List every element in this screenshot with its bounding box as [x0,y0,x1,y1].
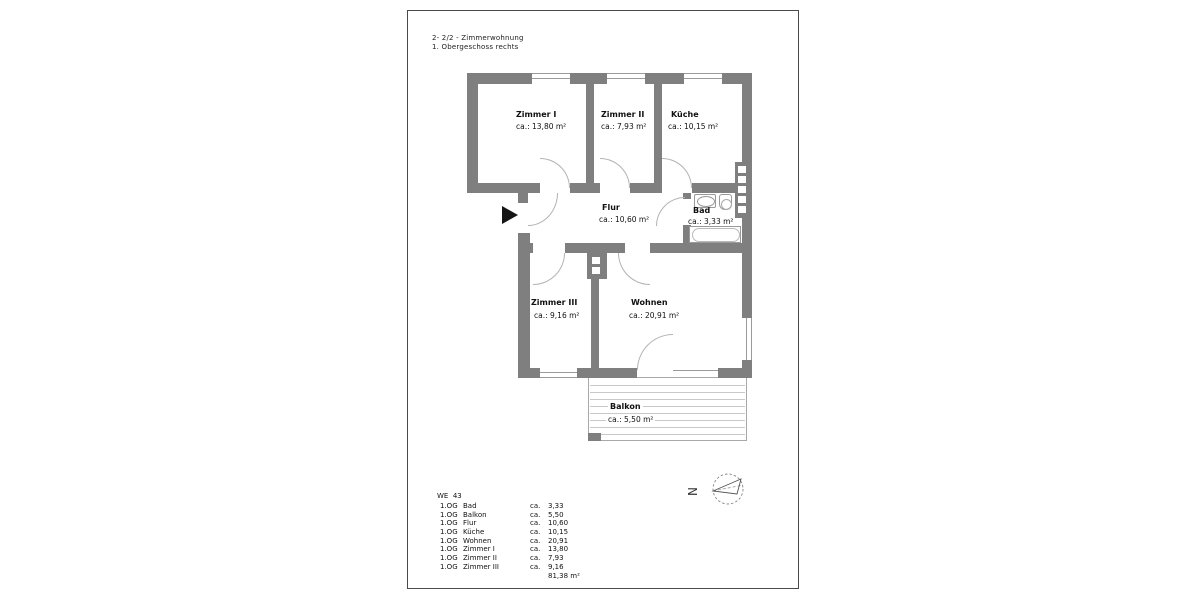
wall-segment [650,243,752,253]
shaft-opening [592,257,600,264]
bathtub-inner [692,228,740,242]
table-row [440,554,580,563]
cell-room: Bad [463,502,477,510]
wall-segment [467,183,540,193]
wall-segment [518,233,530,378]
cell-ca: ca. [530,510,541,519]
table-row [440,502,580,511]
cell-floor: 1.OG [440,536,458,545]
cell-ca: ca. [530,519,541,528]
window-line [532,78,570,79]
table-total-row [440,572,580,581]
cell-empty [463,572,530,581]
room-area-zimmer1: ca.: 13,80 m² [516,122,567,131]
cell-floor: 1.OG [440,545,458,554]
table-row [440,519,580,528]
wall-segment [467,84,478,193]
table-row [440,545,580,554]
room-area-zimmer3: ca.: 9,16 m² [534,311,580,320]
wall-segment [570,73,607,84]
deck-line [590,385,745,386]
deck-line [590,392,745,393]
toilet-bowl [721,199,732,210]
window-line [532,73,570,74]
balcony-door-sill [673,370,718,371]
window-line [684,73,722,74]
room-label-flur: Flur [602,203,620,212]
wall-segment [570,183,600,193]
room-label-zimmer2: Zimmer II [601,110,645,119]
shaft-opening [738,176,746,183]
wall-segment [722,73,752,84]
table-row [440,528,580,537]
cell-room: Zimmer III [463,562,499,571]
plan-subtitle: 1. Obergeschoss rechts [432,43,519,51]
deck-line [590,399,745,400]
cell-ca: ca. [530,502,541,510]
shaft-opening [738,186,746,193]
cell-room: Zimmer II [463,554,497,563]
room-area-bad: ca.: 3,33 m² [688,217,734,226]
cell-value: 7,93 [548,554,564,563]
cell-value: 10,60 [548,519,569,528]
table-row [440,537,580,546]
wall-zimmer1-zimmer2 [586,84,594,183]
wall-zimmer2-kueche [654,84,662,193]
area-table [437,491,580,580]
cell-value: 20,91 [548,536,569,545]
north-label: N [686,487,700,496]
balcony-wall-stub [588,433,601,441]
room-label-kueche: Küche [671,110,699,119]
window-line [751,318,752,360]
plan-title: 2- 2/2 - Zimmerwohnung [432,34,524,42]
cell-room: Küche [463,528,485,537]
deck-line [590,413,745,414]
room-area-flur: ca.: 10,60 m² [599,215,650,224]
compass-rose [702,468,754,512]
cell-floor: 1.OG [440,519,458,528]
cell-ca: ca. [530,545,541,554]
cell-value: 13,80 [548,545,569,554]
cell-ca: ca. [530,536,541,545]
room-area-balkon: ca.: 5,50 m² [608,415,654,424]
cell-value: 9,16 [548,562,564,571]
room-label-balkon: Balkon [610,402,641,411]
entrance-arrow-icon [502,206,518,224]
room-label-bad: Bad [693,206,711,215]
cell-floor: 1.OG [440,562,458,571]
cell-room: Zimmer I [463,545,495,554]
total-area: 81,38 m² [548,571,580,580]
room-area-wohnen: ca.: 20,91 m² [629,311,680,320]
window-line [540,377,577,378]
cell-empty [530,572,548,581]
room-label-wohnen: Wohnen [631,298,668,307]
cell-floor: 1.OG [440,528,458,537]
cell-ca: ca. [530,562,541,571]
bathtub-fixture [689,226,741,243]
room-label-zimmer3: Zimmer III [531,298,578,307]
cell-ca: ca. [530,528,541,537]
cell-room: Wohnen [463,536,492,545]
shaft-opening [738,166,746,173]
wall-segment [630,183,654,193]
room-area-kueche: ca.: 10,15 m² [668,122,719,131]
toilet-fixture [719,194,732,210]
wall-entrance-stub [518,183,528,203]
cell-room: Flur [463,519,477,528]
cell-value: 3,33 [548,502,564,510]
wall-segment [518,243,533,253]
shaft-opening [738,206,746,213]
room-label-zimmer1: Zimmer I [516,110,557,119]
shaft-opening [592,267,600,274]
cell-ca: ca. [530,554,541,563]
cell-value: 5,50 [548,510,564,519]
window-line [607,73,645,74]
unit-number: 43 [452,492,462,500]
cell-floor: 1.OG [440,502,458,510]
room-area-zimmer2: ca.: 7,93 m² [601,122,647,131]
cell-empty [440,572,463,581]
wall-segment [718,368,752,378]
wall-segment [565,243,625,253]
cell-room: Balkon [463,510,487,519]
window-line [684,78,722,79]
shaft-opening [738,196,746,203]
table-row [440,563,580,572]
table-row [440,511,580,520]
deck-line [590,427,745,428]
cell-value: 10,15 [548,528,569,537]
wall-segment [467,73,532,84]
window-line [746,318,747,360]
window-line [540,372,577,373]
unit-label: WE [437,492,449,500]
wall-segment [577,368,637,378]
wall-segment [518,368,540,378]
window-line [607,78,645,79]
deck-line [590,434,745,435]
cell-floor: 1.OG [440,554,458,563]
cell-floor: 1.OG [440,510,458,519]
unit-heading [437,491,580,502]
wall-segment [645,73,684,84]
